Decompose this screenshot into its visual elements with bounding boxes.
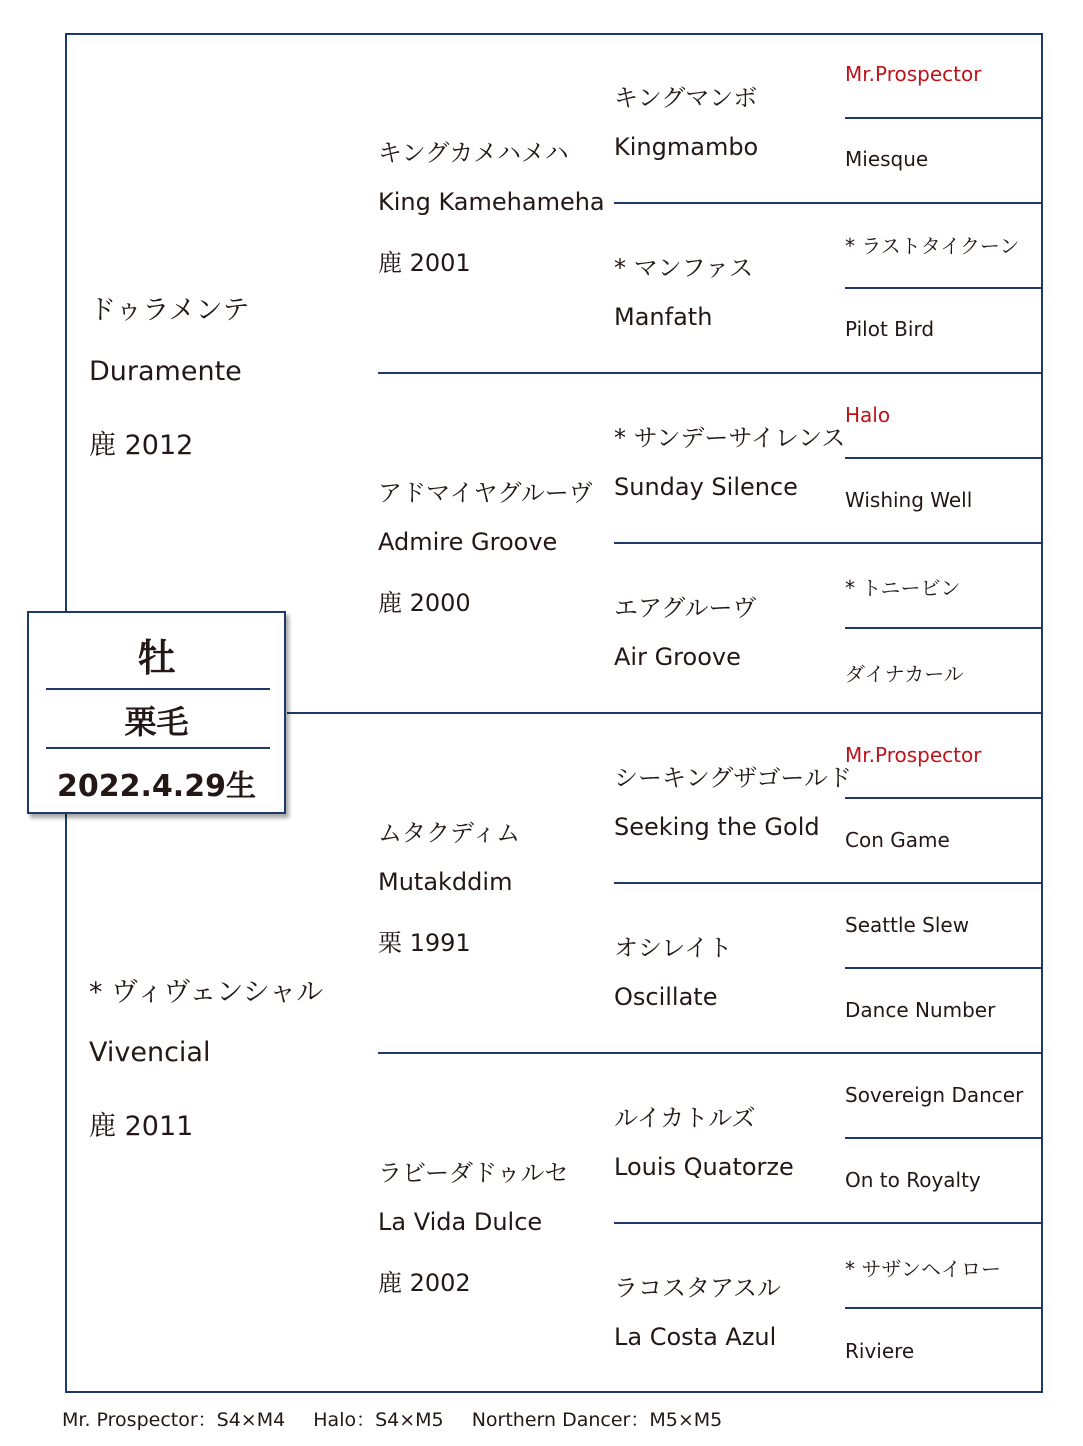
dam-info: 鹿 2011 (89, 1111, 194, 1142)
subject-info-box (27, 611, 286, 814)
gen3-ancestor-jp: * マンファス (614, 254, 754, 282)
gen3-ancestor-jp: ルイカトルズ (614, 1104, 756, 1132)
gen4-ancestor-highlight: Halo (845, 403, 891, 427)
gen3-ancestor-en: Manfath (614, 303, 713, 331)
granddam-dam-jp: ラビーダドゥルセ (378, 1159, 569, 1187)
gen4-ancestor: * トニービン (845, 576, 961, 600)
divider-gen4 (845, 627, 1042, 629)
gen4-ancestor: Sovereign Dancer (845, 1083, 1024, 1107)
gen4-ancestor-highlight: Mr.Prospector (845, 743, 982, 767)
gen3-ancestor-en: Air Groove (614, 643, 741, 671)
gen4-ancestor: * サザンヘイロー (845, 1257, 1001, 1281)
gen4-ancestor: Dance Number (845, 998, 996, 1022)
divider-gen3 (614, 882, 1042, 884)
gen3-ancestor-en: Kingmambo (614, 133, 759, 161)
gen4-ancestor: Riviere (845, 1339, 915, 1363)
gen4-ancestor-highlight: Mr.Prospector (845, 62, 982, 86)
granddam-sire-en: Admire Groove (378, 528, 558, 556)
divider-gen2 (378, 372, 1042, 374)
subject-birth: 2022.4.29生 (57, 769, 256, 804)
gen4-ancestor: * ラストタイクーン (845, 234, 1020, 258)
divider-gen3 (614, 202, 1042, 204)
gen3-ancestor-en: Seeking the Gold (614, 813, 820, 841)
dam-name-jp: * ヴィヴェンシャル (89, 977, 324, 1008)
grandsire-sire-info: 鹿 2001 (378, 249, 471, 277)
divider-gen2 (378, 1052, 1042, 1054)
inbreeding-notes (62, 1405, 744, 1432)
subject-separator (46, 747, 270, 749)
inbreeding-entry: Northern Dancer：M5×M5 (471, 1409, 723, 1431)
divider-sire-dam (287, 712, 1042, 714)
dam-name-en: Vivencial (89, 1037, 211, 1068)
gen4-ancestor: ダイナカール (845, 662, 964, 686)
gen4-ancestor: Miesque (845, 147, 929, 171)
divider-gen4 (845, 967, 1042, 969)
gen3-ancestor-en: Louis Quatorze (614, 1153, 794, 1181)
divider-gen3 (614, 1222, 1042, 1224)
gen3-ancestor-en: Sunday Silence (614, 473, 798, 501)
divider-gen4 (845, 287, 1042, 289)
divider-gen3 (614, 542, 1042, 544)
gen4-ancestor: Wishing Well (845, 488, 973, 512)
divider-gen4 (845, 117, 1042, 119)
gen4-ancestor: Pilot Bird (845, 317, 935, 341)
sire-name-jp: ドゥラメンテ (89, 295, 250, 326)
grandsire-dam-info: 栗 1991 (378, 929, 471, 957)
granddam-dam-en: La Vida Dulce (378, 1208, 543, 1236)
divider-gen4 (845, 1137, 1042, 1139)
divider-gen4 (845, 1307, 1042, 1309)
gen3-ancestor-jp: エアグルーヴ (614, 594, 757, 622)
divider-gen4 (845, 797, 1042, 799)
granddam-dam-info: 鹿 2002 (378, 1269, 471, 1297)
inbreeding-entry: Halo：S4×M5 (313, 1409, 444, 1431)
grandsire-sire-jp: キングカメハメハ (378, 139, 569, 167)
subject-color: 栗毛 (124, 703, 189, 741)
gen3-ancestor-en: La Costa Azul (614, 1323, 777, 1351)
gen4-ancestor: Seattle Slew (845, 913, 970, 937)
granddam-sire-jp: アドマイヤグルーヴ (378, 479, 593, 507)
gen4-ancestor: Con Game (845, 828, 950, 852)
gen3-ancestor-jp: シーキングザゴールド (614, 764, 852, 792)
sire-name-en: Duramente (89, 356, 242, 387)
granddam-sire-info: 鹿 2000 (378, 589, 471, 617)
gen3-ancestor-jp: キングマンボ (614, 84, 758, 112)
sire-info: 鹿 2012 (89, 430, 194, 461)
gen3-ancestor-jp: * サンデーサイレンス (614, 424, 846, 452)
gen3-ancestor-en: Oscillate (614, 983, 718, 1011)
grandsire-dam-jp: ムタクディム (378, 819, 521, 847)
gen3-ancestor-jp: オシレイト (614, 934, 733, 962)
grandsire-sire-en: King Kamehameha (378, 188, 605, 216)
subject-separator (46, 688, 270, 690)
subject-sex: 牡 (137, 636, 176, 680)
gen3-ancestor-jp: ラコスタアスル (614, 1274, 782, 1302)
grandsire-dam-en: Mutakddim (378, 868, 513, 896)
divider-gen4 (845, 457, 1042, 459)
gen4-ancestor: On to Royalty (845, 1168, 981, 1192)
inbreeding-entry: Mr. Prospector：S4×M4 (62, 1409, 286, 1431)
